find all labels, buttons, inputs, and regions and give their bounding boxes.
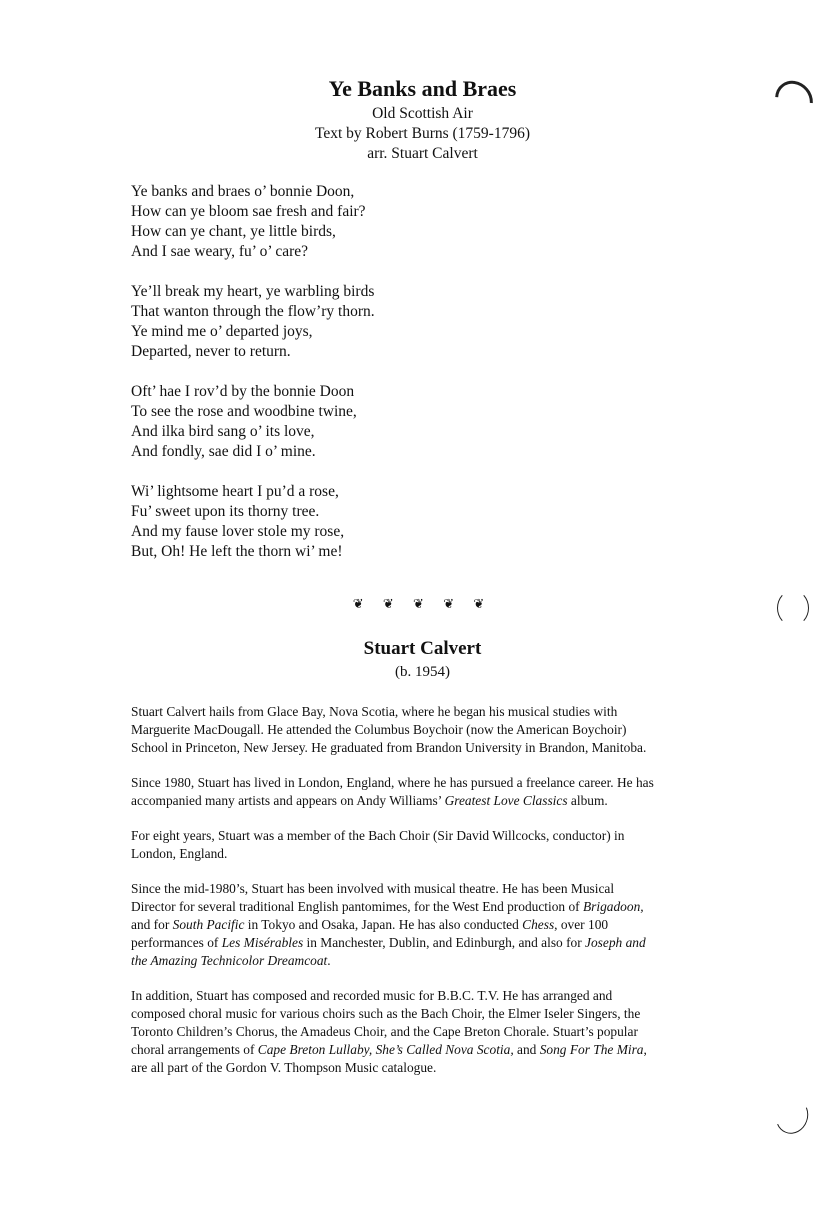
poem-line: Fu’ sweet upon its thorny tree.	[131, 503, 320, 520]
text-run: in Tokyo and Osaka, Japan. He has also conducted	[244, 917, 523, 932]
bio-line	[131, 792, 721, 810]
bio-paragraph-1	[131, 703, 721, 757]
bio-line	[131, 898, 721, 916]
show-title: Les Misérables	[221, 935, 304, 950]
text-run: choral arrangements of	[131, 1042, 258, 1057]
bio-line: Since the mid-1980’s, Stuart has been involved with musical theatre. He has been Musical	[131, 881, 615, 896]
poem-line: Ye banks and braes o’ bonnie Doon,	[131, 183, 355, 200]
poem-line: And ilka bird sang o’ its love,	[131, 423, 315, 440]
biography	[131, 703, 721, 1094]
bio-line: Marguerite MacDougall. He attended the Columbus Boychoir (now the American Boychoir)	[131, 722, 627, 737]
show-title: Chess	[522, 917, 555, 932]
stanza-1	[131, 182, 375, 262]
song-title: Ye Banks and Braes	[328, 76, 517, 101]
show-title: Brigadoon,	[582, 899, 644, 914]
bio-line	[131, 916, 721, 934]
bio-line: Toronto Children’s Chorus, the Amadeus Choir, and the Cape Breton Chorale. Stuart’s popular	[131, 1024, 638, 1039]
show-title: the Amazing Technicolor Dreamcoat	[131, 953, 328, 968]
bio-line: Stuart Calvert hails from Glace Bay, Nova Scotia, where he began his musical studies with	[131, 704, 618, 719]
poem-line: And my fause lover stole my rose,	[131, 523, 345, 540]
text-run: , over 100	[554, 917, 609, 932]
bio-paragraph-4	[131, 880, 721, 970]
bio-name: Stuart Calvert	[363, 638, 482, 659]
song-header	[0, 74, 829, 164]
bio-birth-year: (b. 1954)	[395, 664, 450, 680]
bio-line: composed choral music for various choirs such as the Bach Choir, the Elmer Iseler Singers, the	[131, 1006, 641, 1021]
stanza-2	[131, 282, 375, 362]
poem-line: How can ye bloom sae fresh and fair?	[131, 203, 366, 220]
show-title: Joseph and	[585, 935, 646, 950]
lyricist-credit: Text by Robert Burns (1759-1796)	[314, 125, 531, 142]
text-run: ,	[643, 1042, 647, 1057]
stanza-3	[131, 382, 375, 462]
text-run: performances of	[131, 935, 222, 950]
poem-line: How can ye chant, ye little birds,	[131, 223, 336, 240]
bio-paragraph-3	[131, 827, 721, 863]
poem-line: That wanton through the flow’ry thorn.	[131, 303, 375, 320]
poem-line: Wi’ lightsome heart I pu’d a rose,	[131, 483, 339, 500]
bio-line	[131, 934, 721, 952]
bio-line: Since 1980, Stuart has lived in London, England, where he has pursued a freelance career. He has	[131, 775, 654, 790]
poem-line: And I sae weary, fu’ o’ care?	[131, 243, 308, 260]
album-title: Greatest Love Classics	[444, 793, 568, 808]
poem-line: To see the rose and woodbine twine,	[131, 403, 357, 420]
song-titles: Cape Breton Lullaby, She’s Called Nova Scotia,	[257, 1042, 514, 1057]
bio-header	[0, 636, 829, 682]
bio-paragraph-5	[131, 987, 721, 1077]
poem	[131, 182, 375, 582]
bio-line: For eight years, Stuart was a member of the Bach Choir (Sir David Willcocks, conductor) in	[131, 828, 625, 843]
text-run: album.	[567, 793, 608, 808]
bio-line	[131, 952, 721, 970]
binder-hole-mark	[771, 1094, 813, 1139]
poem-line: Ye mind me o’ departed joys,	[131, 323, 313, 340]
song-origin: Old Scottish Air	[372, 105, 473, 122]
text-run: and	[513, 1042, 540, 1057]
stanza-4	[131, 482, 375, 562]
arranger-credit: arr. Stuart Calvert	[367, 145, 478, 162]
fleuron-divider: ❦ ❦ ❦ ❦ ❦	[352, 596, 493, 611]
binder-hole-mark	[777, 590, 809, 626]
show-title: South Pacific	[172, 917, 245, 932]
text-run: accompanied many artists and appears on Andy Williams’	[131, 793, 445, 808]
bio-line	[131, 1041, 721, 1059]
poem-line: Ye’ll break my heart, ye warbling birds	[131, 283, 375, 300]
poem-line: Oft’ hae I rov’d by the bonnie Doon	[131, 383, 355, 400]
text-run: in Manchester, Dublin, and Edinburgh, and also for	[303, 935, 586, 950]
bio-line: School in Princeton, New Jersey. He graduated from Brandon University in Brandon, Manitoba.	[131, 740, 647, 755]
bio-line: London, England.	[131, 846, 228, 861]
text-run: .	[327, 953, 331, 968]
poem-line: Departed, never to return.	[131, 343, 291, 360]
text-run: and for	[131, 917, 173, 932]
text-run: Director for several traditional English pantomimes, for the West End production of	[131, 899, 583, 914]
poem-line: And fondly, sae did I o’ mine.	[131, 443, 316, 460]
poem-line: But, Oh! He left the thorn wi’ me!	[131, 543, 343, 560]
song-title-ref: Song For The Mira	[539, 1042, 644, 1057]
bio-line: In addition, Stuart has composed and recorded music for B.B.C. T.V. He has arranged and	[131, 988, 613, 1003]
bio-paragraph-2	[131, 774, 721, 810]
bio-line: are all part of the Gordon V. Thompson Music catalogue.	[131, 1060, 437, 1075]
